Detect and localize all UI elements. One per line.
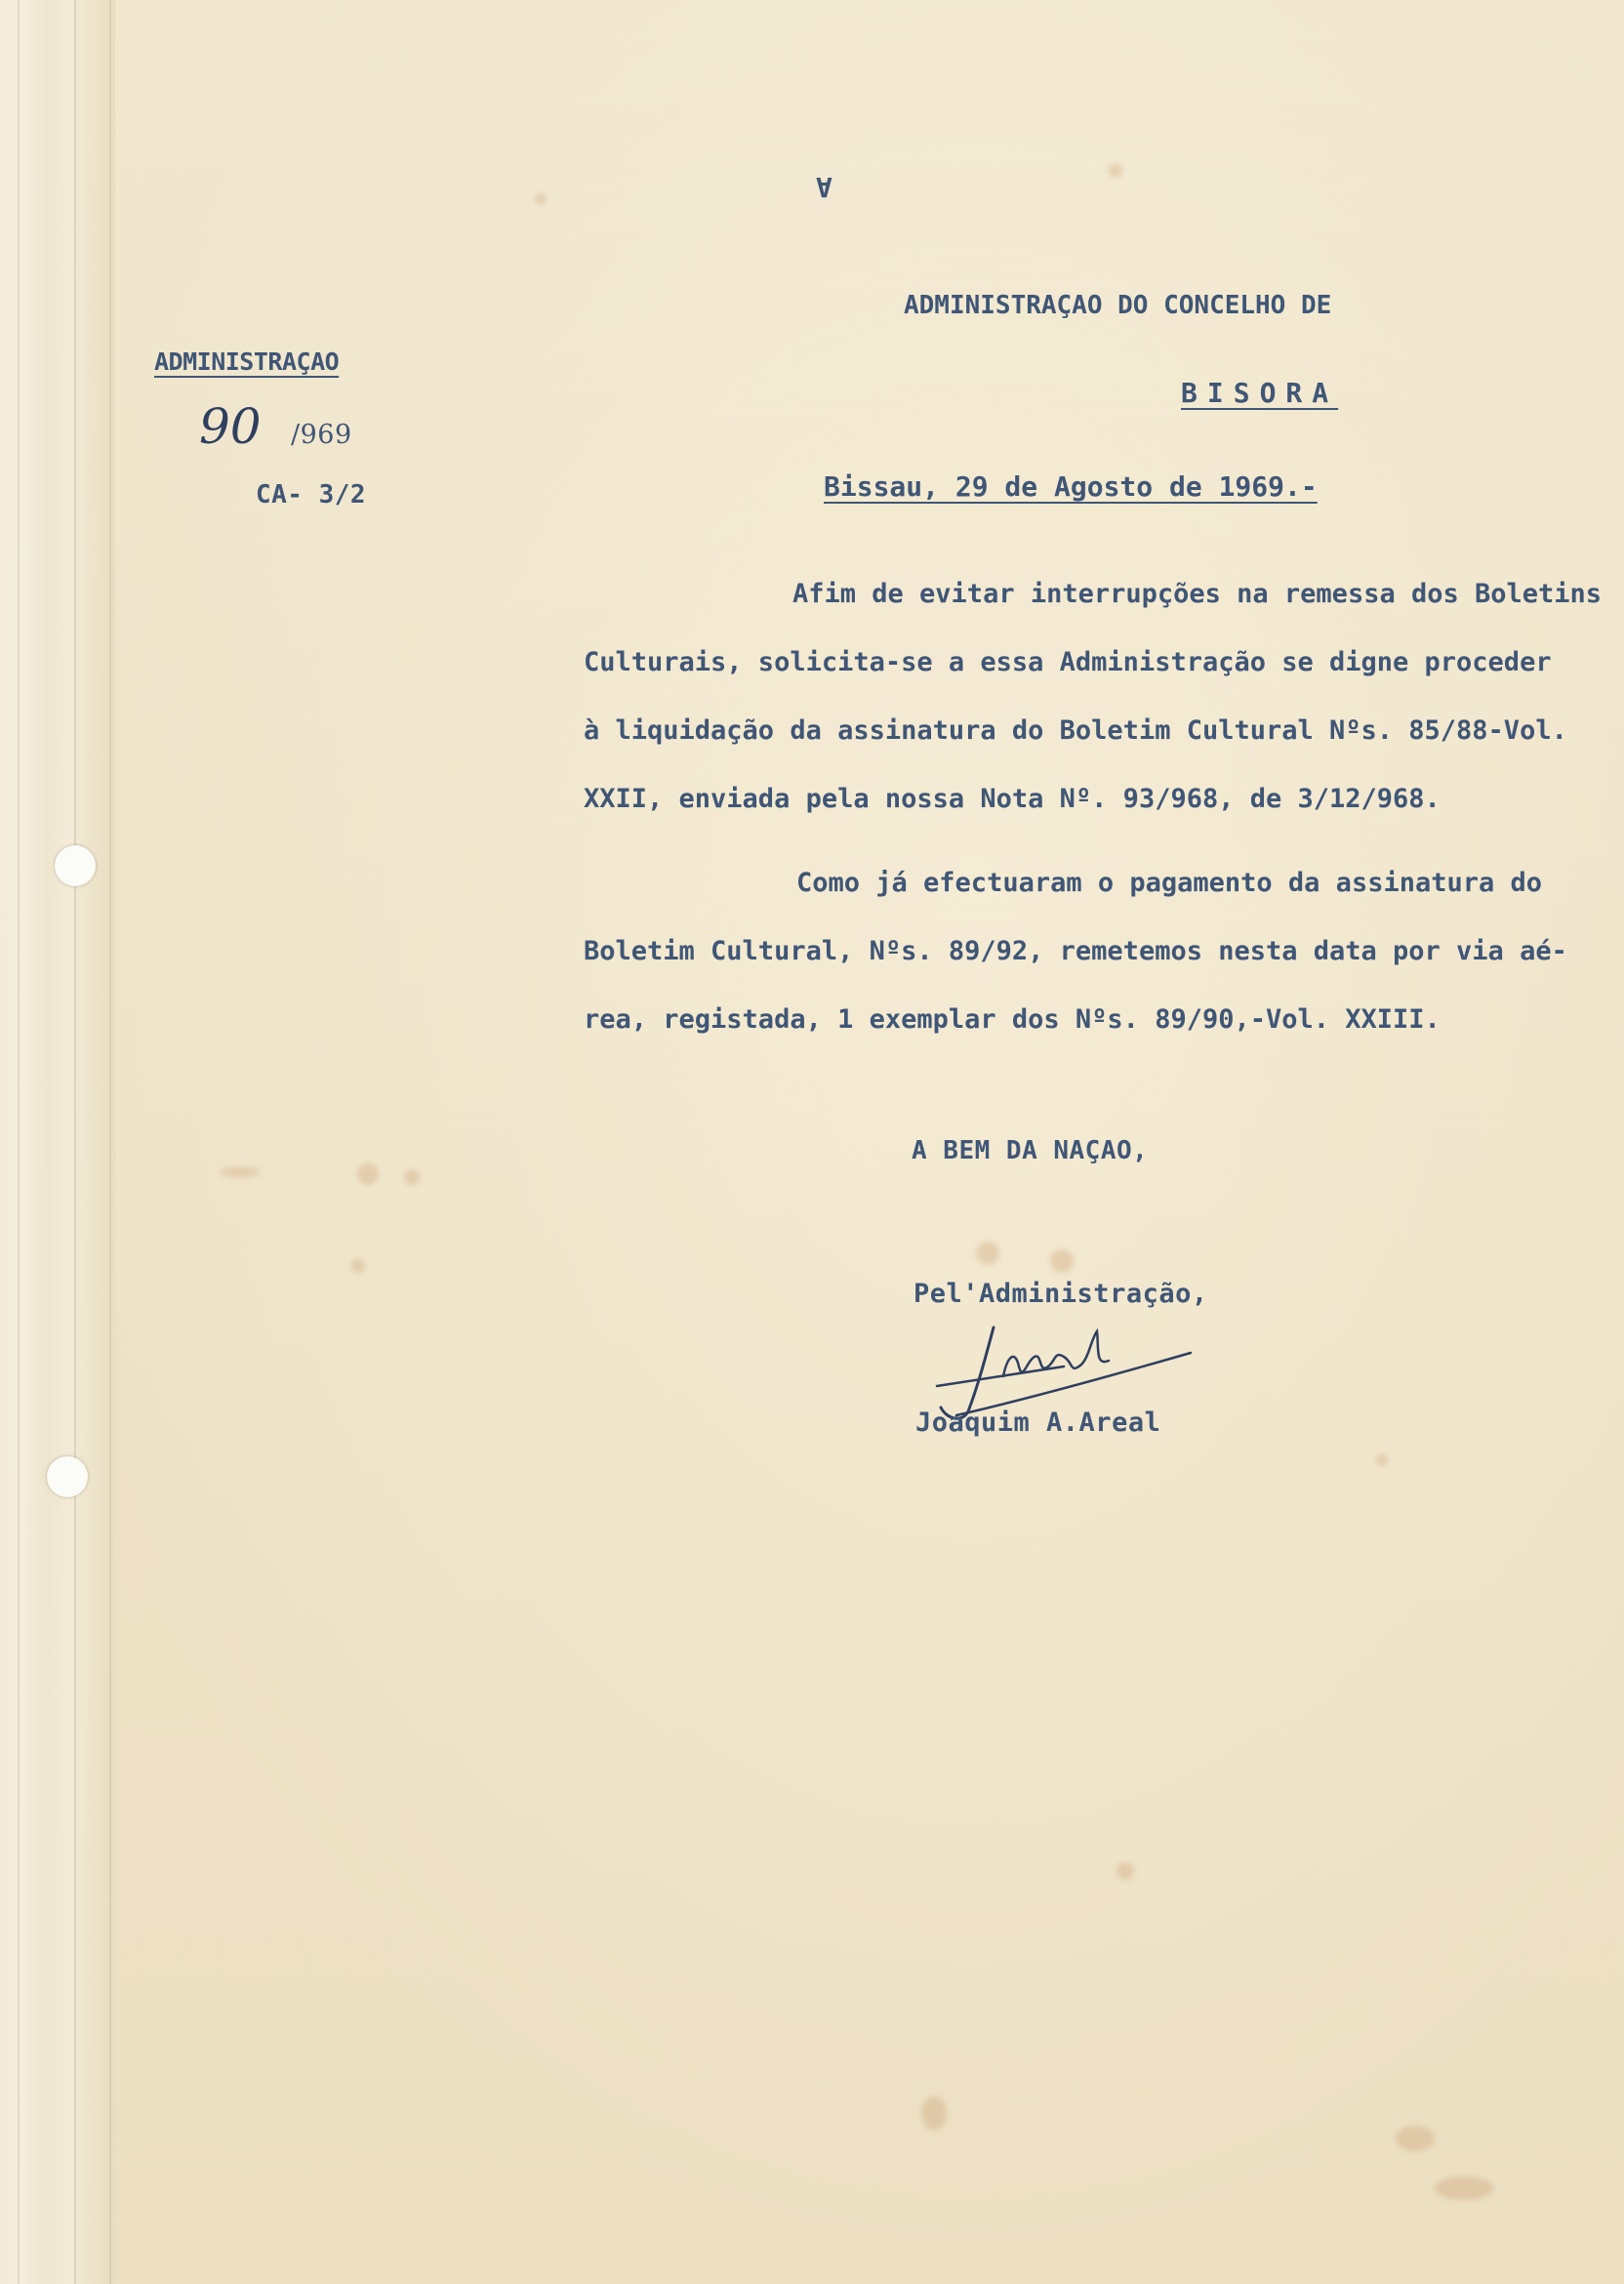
punch-hole (47, 1456, 88, 1497)
binding-fold-line (74, 0, 76, 2284)
binding-fold-line (109, 0, 111, 2284)
letterhead-place: BISORA (1181, 377, 1339, 409)
body-line: rea, registada, 1 exemplar dos Nºs. 89/90,-Vol. XXIII. (584, 1004, 1441, 1035)
closing-salutation: A BEM DA NAÇAO, (912, 1136, 1149, 1165)
body-line: Culturais, solicita-se a essa Administração se digne proceder (584, 647, 1552, 677)
foxing-stain (535, 193, 547, 205)
foxing-stain (1050, 1249, 1074, 1273)
sender-office-title: ADMINISTRAÇAO (154, 347, 340, 376)
body-line: à liquidação da assinatura do Boletim Cultural Nºs. 85/88-Vol. (584, 715, 1567, 746)
foxing-stain (1435, 2177, 1493, 2200)
foxing-stain (1116, 1862, 1134, 1880)
reference-code: CA- 3/2 (256, 480, 367, 510)
page-mark: Ɐ (816, 172, 833, 204)
foxing-stain (351, 1259, 365, 1273)
date-line: Bissau, 29 de Agosto de 1969.- (824, 470, 1318, 503)
reference-year: /969 (291, 420, 352, 450)
binding-fold-line (18, 0, 20, 2284)
handwritten-reference-number: 90 (199, 398, 262, 455)
foxing-stain (1376, 1454, 1388, 1466)
signer-name: Joaquim A.Areal (915, 1407, 1161, 1438)
body-line: Boletim Cultural, Nºs. 89/92, remetemos nesta data por via aé- (584, 936, 1567, 966)
body-paragraph-2 (584, 849, 1599, 1054)
body-line: Afim de evitar interrupções na remessa dos Boletins (792, 579, 1603, 609)
foxing-stain (976, 1242, 999, 1265)
foxing-stain (221, 1167, 260, 1177)
foxing-stain (1396, 2126, 1435, 2151)
foxing-stain (404, 1169, 420, 1185)
foxing-stain (357, 1163, 379, 1185)
body-line: XXII, enviada pela nossa Nota Nº. 93/968, de 3/12/968. (584, 784, 1441, 814)
signature-on-behalf: Pel'Administração, (914, 1279, 1208, 1309)
letterhead-office: ADMINISTRAÇAO DO CONCELHO DE (904, 291, 1332, 320)
body-line: Como já efectuaram o pagamento da assinatura do (796, 868, 1543, 898)
foxing-stain (1109, 164, 1122, 178)
body-paragraph-1 (584, 560, 1603, 834)
foxing-stain (921, 2097, 947, 2130)
punch-hole (55, 845, 96, 886)
